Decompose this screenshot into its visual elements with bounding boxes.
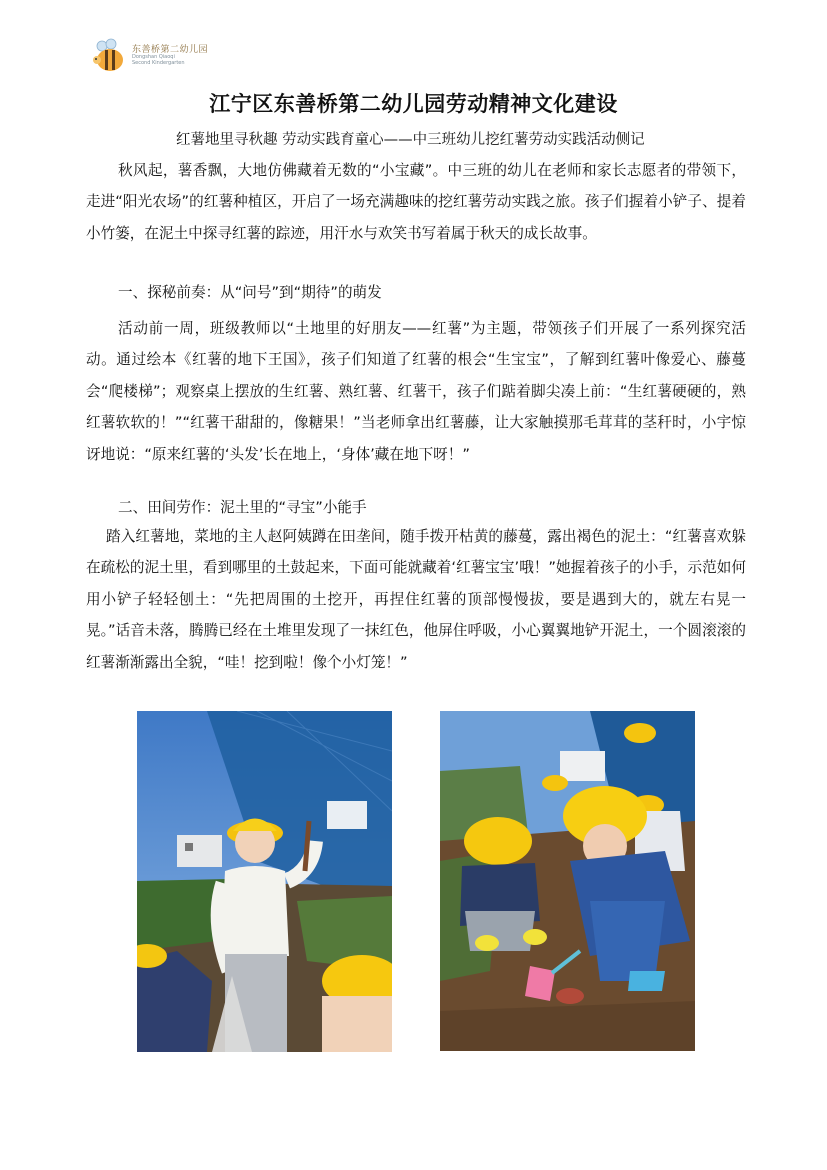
school-logo (92, 38, 232, 74)
logo-name-en-line1: Dongshan Qiaoqi (132, 54, 175, 60)
photo-child-holding-sweet-potato (137, 711, 392, 1052)
subtitle: 红薯地里寻秋趣 劳动实践育童心——中三班幼儿挖红薯劳动实践活动侧记 (176, 132, 645, 148)
paragraph-prelude: 活动前一周，班级教师以“土地里的好朋友——红薯”为主题，带领孩子们开展了一系列探究活动。通过绘本《红薯的地下王国》，孩子们知道了红薯的根会“生宝宝”，了解到红薯叶像爱心、藤蔓会“爬楼梯”；观察桌上摆放的生红薯、熟红薯、红薯干，孩子们踮着脚尖凑上前：“生红薯硬硬的，熟红薯软软的！”“红薯干甜甜的，像糖果！”当老师拿出红薯藤，让大家触摸那毛茸茸的茎秆时，小宇惊讶地说：“原来红薯的‘头发’长在地上，‘身体’藏在地下呀！” (86, 320, 746, 463)
bee-logo-icon (92, 38, 130, 74)
section-heading-1: 一、探秘前奏：从“问号”到“期待”的萌发 (118, 284, 382, 301)
page-title: 江宁区东善桥第二幼儿园劳动精神文化建设 (209, 91, 618, 116)
logo-name-en (132, 54, 185, 66)
logo-name-cn: 东善桥第二幼儿园 (132, 45, 209, 55)
photo-children-digging (440, 711, 695, 1051)
paragraph-intro: 秋风起，薯香飘，大地仿佛藏着无数的“小宝藏”。中三班的幼儿在老师和家长志愿者的带领下，走进“阳光农场”的红薯种植区，开启了一场充满趣味的挖红薯劳动实践之旅。孩子们握着小铲子、提着小竹篓，在泥土中探寻红薯的踪迹，用汗水与欢笑书写着属于秋天的成长故事。 (86, 162, 746, 242)
paragraph-fieldwork: 踏入红薯地，菜地的主人赵阿姨蹲在田垄间，随手拨开枯黄的藤蔓，露出褐色的泥土：“红薯喜欢躲在疏松的泥土里，看到哪里的土鼓起来，下面可能就藏着‘红薯宝宝’哦！”她握着孩子的小手，示范如何用小铲子轻轻刨土：“先把周围的土挖开，再捏住红薯的顶部慢慢拔，要是遇到大的，就左右晃一晃。”话音未落，腾腾已经在土堆里发现了一抹红色，他屏住呼吸，小心翼翼地铲开泥土，一个圆滚滚的红薯渐渐露出全貌，“哇！挖到啦！像个小灯笼！” (86, 528, 746, 671)
section-heading-2: 二、田间劳作：泥土里的“寻宝”小能手 (118, 499, 367, 516)
logo-name-en-line2: Second Kindergarten (132, 60, 185, 66)
